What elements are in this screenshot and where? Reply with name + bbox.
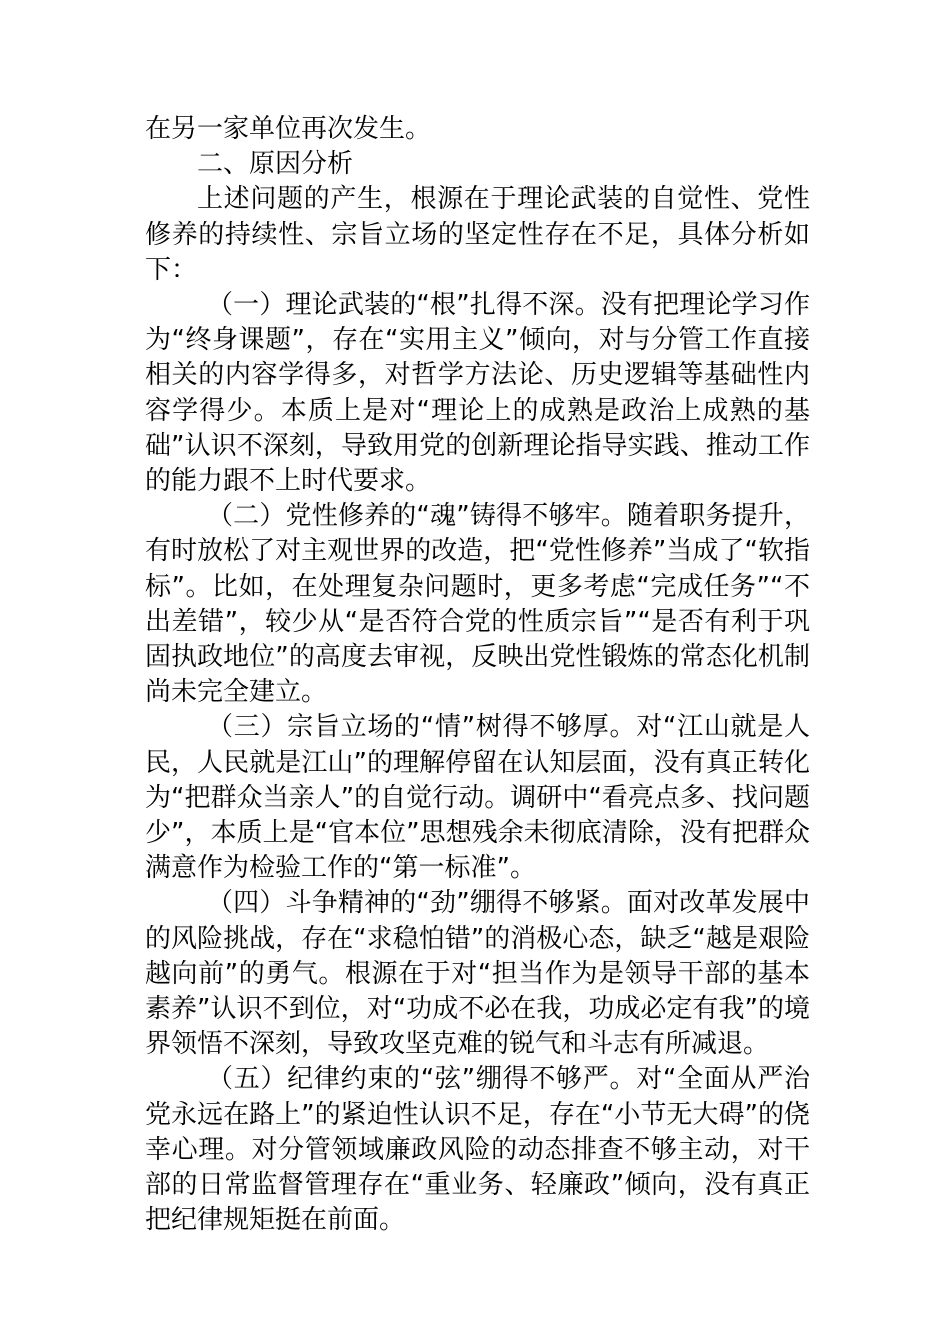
cause-item-text: 纪律约束的“弦”绷得不够严。对“全面从严治党永远在路上”的紧迫性认识不足，存在“小节无大碍”的侥幸心理。对分管领域廉政风险的动态排查不够主动，对干部的日常监督管理存在“重业务、轻廉政”倾向，没有真正把纪律规矩挺在前面。 [145,1064,810,1236]
cause-item-4 [145,886,810,1062]
cause-item-text: 理论武装的“根”扎得不深。没有把理论学习作为“终身课题”，存在“实用主义”倾向，对与分管工作直接相关的内容学得多，对哲学方法论、历史逻辑等基础性内容学得少。本质上是对“理论上的成熟是政治上成熟的基础”认识不深刻，导致用党的创新理论指导实践、推动工作的能力跟不上时代要求。 [145,290,810,497]
cause-item-label: （二） [207,501,286,532]
cause-item-text: 斗争精神的“劲”绷得不够紧。面对改革发展中的风险挑战，存在“求稳怕错”的消极心态，缺乏“越是艰险越向前”的勇气。根源在于对“担当作为是领导干部的基本素养”认识不到位，对“功成不必在我，功成必定有我”的境界领悟不深刻，导致攻坚克难的锐气和斗志有所减退。 [145,888,810,1060]
cause-item-label: （一） [207,290,286,321]
intro-paragraph: 上述问题的产生，根源在于理论武装的自觉性、党性修养的持续性、宗旨立场的坚定性存在不足，具体分析如下： [145,184,810,285]
cause-item-5 [145,1062,810,1238]
cause-item-label: （五） [207,1064,288,1095]
cause-item-1 [145,288,810,499]
cause-item-text: 宗旨立场的“情”树得不够厚。对“江山就是人民，人民就是江山”的理解停留在认知层面，没有真正转化为“把群众当亲人”的自觉行动。调研中“看亮点多、找问题少”，本质上是“官本位”思想残余未彻底清除，没有把群众满意作为检验工作的“第一标准”。 [145,712,810,884]
section-heading: 二、原因分析 [197,149,354,180]
continuation-paragraph: 在另一家单位再次发生。 [145,114,432,144]
cause-item-label: （三） [207,712,288,743]
cause-item-text: 党性修养的“魂”铸得不够牢。随着职务提升，有时放松了对主观世界的改造，把“党性修养”当成了“软指标”。比如，在处理复杂问题时，更多考虑“完成任务”“不出差错”，较少从“是否符合党的性质宗旨”“是否有利于巩固执政地位”的高度去审视，反映出党性锻炼的常态化机制尚未完全建立。 [145,501,810,708]
cause-item-3 [145,710,810,886]
cause-item-label: （四） [207,888,286,919]
cause-item-2 [145,499,810,710]
document-body [145,112,810,1239]
